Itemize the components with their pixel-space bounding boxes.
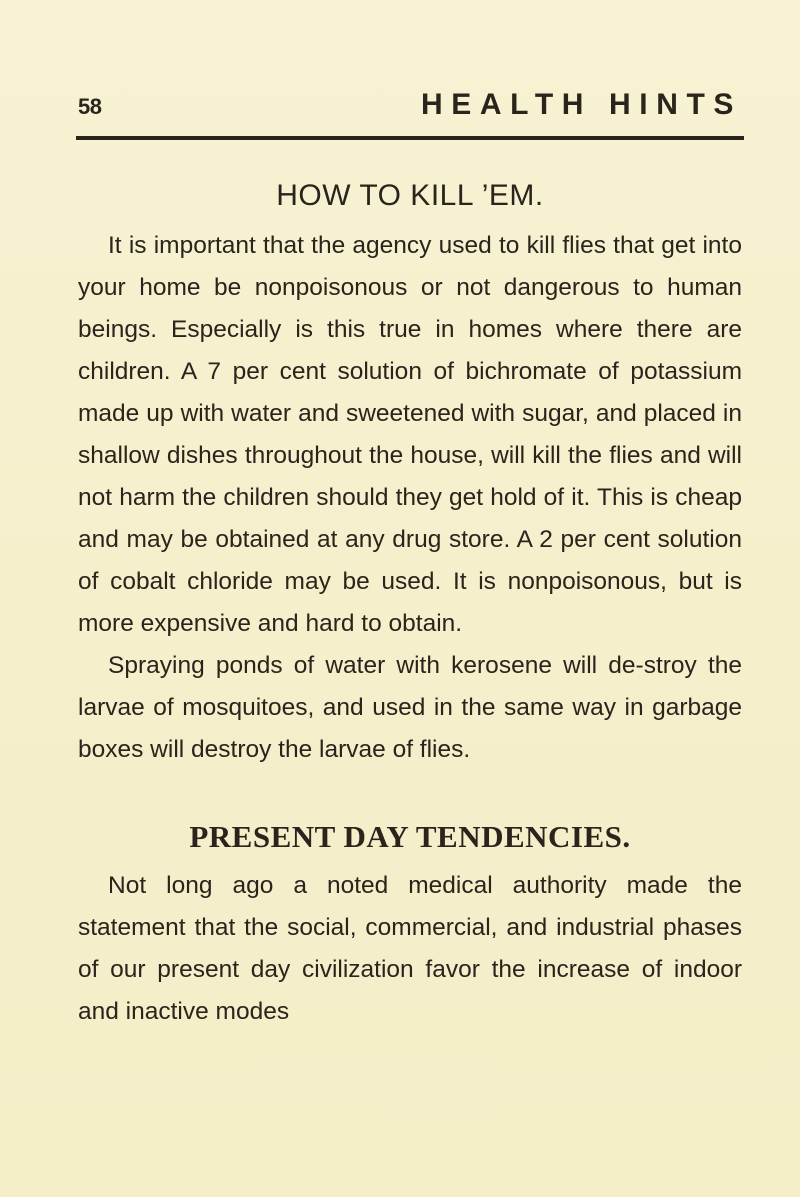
paragraph: It is important that the agency used to kill flies that get into your home be nonpoisonous or not dangerous to human beings. Especially is this true in homes where there are children. A 7 per cent solution of bichromate of potassium made up with water and sweetened with sugar, and placed in shallow dishes throughout the house, will kill the flies and will not harm the children should they get hold of it. This is cheap and may be obtained at any drug store. A 2 per cent solution of cobalt chloride may be used. It is nonpoisonous, but is more expensive and hard to obtain. [78,232,742,637]
header-rule [76,136,744,140]
running-head [78,86,742,130]
section-heading-present-day: PRESENT DAY TENDENCIES. [189,819,631,854]
page-body [78,160,742,1033]
running-title: HEALTH HINTS [421,88,742,121]
paragraph: Spraying ponds of water with kerosene will de-stroy the larvae of mosquitoes, and used in the same way in garbage boxes will destroy the larvae of flies. [78,652,742,763]
paragraph: Not long ago a noted medical authority made the statement that the social, commercial, and industrial phases of our present day civilization favor the increase of indoor and inactive modes [78,872,742,1025]
section-present-day [78,815,742,1033]
page-number: 58 [78,94,102,119]
section-heading-how-to-kill: HOW TO KILL ’EM. [276,179,544,212]
